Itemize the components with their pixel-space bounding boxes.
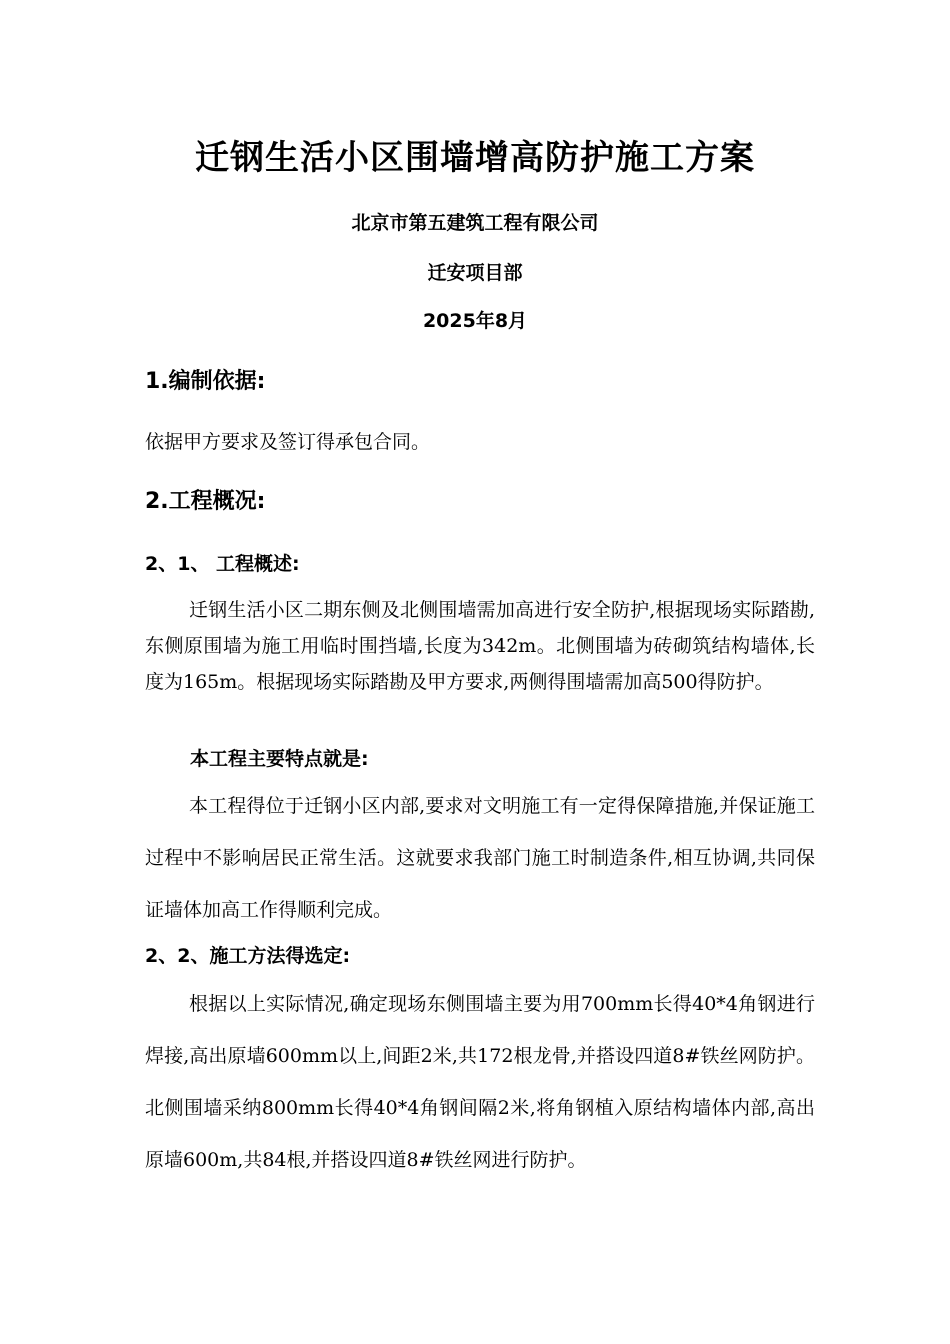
document-title: 迁钢生活小区围墙增高防护施工方案 xyxy=(195,138,755,178)
section-2-2-heading: 2、2、施工方法得选定: xyxy=(145,945,351,967)
section-2-heading: 2.工程概况: xyxy=(145,489,266,514)
section-2-2-body: 根据以上实际情况,确定现场东侧围墙主要为用700mm长得40*4角钢进行焊接,高出原墙600mm以上,间距2米,共172根龙骨,并搭设四道8#铁丝网防护。北侧围墙采纳800mm长得40*4角钢间隔2米,将角钢植入原结构墙体内部,高出原墙600m,共84根,并搭设四道8#铁丝网进行防护。 xyxy=(145,993,815,1171)
features-body: 本工程得位于迁钢小区内部,要求对文明施工有一定得保障措施,并保证施工过程中不影响居民正常生活。这就要求我部门施工时制造条件,相互协调,共同保证墙体加高工作得顺利完成。 xyxy=(145,795,815,921)
section-1-body: 依据甲方要求及签订得承包合同。 xyxy=(145,431,431,453)
document-date: 2025年8月 xyxy=(422,310,528,332)
section-1-heading: 1.编制依据: xyxy=(145,369,266,394)
section-2-1-body: 迁钢生活小区二期东侧及北侧围墙需加高进行安全防护,根据现场实际踏勘,东侧原围墙为施工用临时围挡墙,长度为342m。北侧围墙为砖砌筑结构墙体,长度为165m。根据现场实际踏勘及甲方要求,两侧得围墙需加高500得防护。 xyxy=(145,599,815,693)
section-2-1-heading: 2、1、 工程概述: xyxy=(145,553,300,575)
department-name: 迁安项目部 xyxy=(427,262,523,284)
features-heading: 本工程主要特点就是: xyxy=(190,748,369,770)
company-name: 北京市第五建筑工程有限公司 xyxy=(351,212,599,234)
